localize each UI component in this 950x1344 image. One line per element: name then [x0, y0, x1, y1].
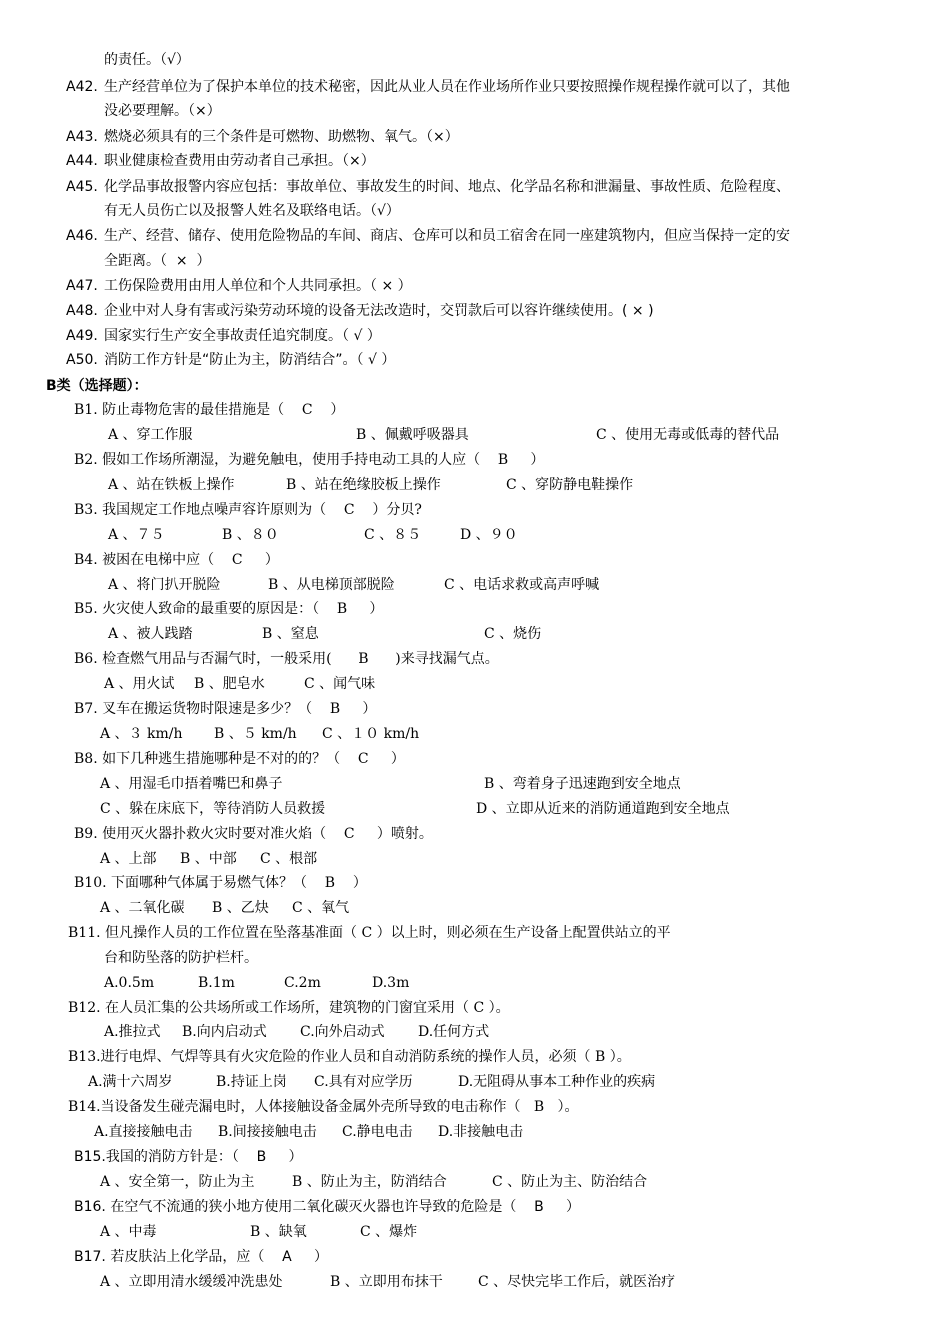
a50-number: A50. [66, 352, 98, 368]
a46-text: 生产、经营、储存、使用危险物品的车间、商店、仓库可以和员工宿舍在同一座建筑物内，但应当保持一定的安 [104, 228, 790, 244]
a46-text-cont: 全距离。（ × ） [104, 253, 211, 269]
a48-text: 企业中对人身有害或污染劳动环境的设备无法改造时，交罚款后可以容许继续使用。( × ) [104, 303, 654, 319]
b2-option-c: C 、穿防静电鞋操作 [506, 477, 634, 493]
a45-number: A45. [66, 179, 98, 195]
b17-question: B17. 若皮肤沾上化学品，应（ A ） [74, 1249, 328, 1265]
b14-question: B14.当设备发生碰壳漏电时，人体接触设备金属外壳所导致的电击称作（ B ）。 [68, 1099, 579, 1115]
b2-option-a: A 、站在铁板上操作 [108, 477, 235, 493]
a45-text: 化学品事故报警内容应包括：事故单位、事故发生的时间、地点、化学品名称和泄漏量、事故性质、危险程度、 [104, 179, 790, 195]
b13-question: B13.进行电焊、气焊等具有火灾危险的作业人员和自动消防系统的操作人员，必须（ B ）。 [68, 1049, 631, 1065]
b8-option-d: D 、立即从近来的消防通道跑到安全地点 [476, 801, 730, 817]
b11-option-b: B.1m [198, 975, 235, 991]
b12-option-a: A.推拉式 [104, 1024, 161, 1040]
a47-number: A47. [66, 278, 98, 294]
a49-text: 国家实行生产安全事故责任追究制度。（ √ ） [104, 328, 381, 344]
b7-option-c: C 、１０ km/h [322, 726, 420, 742]
b16-option-a: A 、中毒 [100, 1224, 157, 1240]
b8-option-c: C 、躲在床底下，等待消防人员救援 [100, 801, 326, 817]
b11-option-c: C.2m [284, 975, 321, 991]
b16-option-b: B 、缺氧 [250, 1224, 307, 1240]
b6-option-a: A 、用火试 [104, 676, 175, 692]
b5-question: B5. 火灾使人致命的最重要的原因是：（ B ） [74, 601, 384, 617]
b4-option-a: A 、将门扒开脱险 [108, 577, 221, 593]
b14-option-a: A.直接接触电击 [94, 1124, 193, 1140]
b10-option-b: B 、乙炔 [212, 900, 269, 916]
b15-question: B15.我国的消防方针是：（ B ） [74, 1149, 303, 1165]
b3-question: B3. 我国规定工作地点噪声容许原则为（ C ）分贝? [74, 502, 422, 518]
b14-option-b: B.间接接触电击 [218, 1124, 317, 1140]
b13-option-b: B.持证上岗 [216, 1074, 287, 1090]
b13-option-d: D.无阻碍从事本工种作业的疾病 [458, 1074, 656, 1090]
b8-option-a: A 、用湿毛巾捂着嘴巴和鼻子 [100, 776, 283, 792]
b12-option-c: C.向外启动式 [300, 1024, 385, 1040]
b4-question: B4. 被困在电梯中应（ C ） [74, 552, 279, 568]
b8-question: B8. 如下几种逃生措施哪种是不对的的？（ C ） [74, 751, 405, 767]
b9-option-a: A 、上部 [100, 851, 157, 867]
a41-continuation: 的责任。（√） [104, 52, 190, 68]
a48-number: A48. [66, 303, 98, 319]
b16-question: B16. 在空气不流通的狭小地方使用二氧化碳灭火器也许导致的危险是（ B ） [74, 1199, 580, 1215]
b15-option-a: A 、安全第一，防止为主 [100, 1174, 255, 1190]
b16-option-c: C 、爆炸 [360, 1224, 418, 1240]
b1-option-a: A 、穿工作服 [108, 427, 193, 443]
b3-option-d: D 、９０ [460, 527, 518, 543]
b7-question: B7. 叉车在搬运货物时限速是多少？（ B ） [74, 701, 377, 717]
b9-question: B9. 使用灭火器扑救火灾时要对准火焰（ C ）喷射。 [74, 826, 433, 842]
b3-option-c: C 、８５ [364, 527, 422, 543]
b14-option-d: D.非接触电击 [438, 1124, 524, 1140]
b4-option-b: B 、从电梯顶部脱险 [268, 577, 395, 593]
b2-option-b: B 、站在绝缘胶板上操作 [286, 477, 441, 493]
b2-question: B2. 假如工作场所潮湿，为避免触电，使用手持电动工具的人应（ B ） [74, 452, 545, 468]
b1-question: B1. 防止毒物危害的最佳措施是（ C ） [74, 402, 345, 418]
b3-option-a: A 、７５ [108, 527, 165, 543]
b5-option-b: B 、窒息 [262, 626, 319, 642]
a49-number: A49. [66, 328, 98, 344]
b7-option-a: A 、３ km/h [100, 726, 183, 742]
a43-text: 燃烧必须具有的三个条件是可燃物、助燃物、氧气。（×） [104, 129, 459, 145]
b4-option-c: C 、电话求救或高声呼喊 [444, 577, 600, 593]
a42-text-cont: 没必要理解。（×） [104, 103, 221, 119]
b15-option-c: C 、防止为主、防治结合 [492, 1174, 648, 1190]
a42-number: A42. [66, 79, 98, 95]
b17-option-c: C 、尽快完毕工作后，就医治疗 [478, 1274, 676, 1290]
a44-number: A44. [66, 153, 98, 169]
b8-option-b: B 、弯着身子迅速跑到安全地点 [484, 776, 681, 792]
b12-question: B12. 在人员汇集的公共场所或工作场所，建筑物的门窗宜采用（ C ）。 [68, 1000, 510, 1016]
b10-question: B10. 下面哪种气体属于易燃气体？（ B ） [74, 875, 367, 891]
b9-option-c: C 、根部 [260, 851, 318, 867]
b5-option-c: C 、烧伤 [484, 626, 542, 642]
section-b-title: B类（选择题）： [46, 378, 148, 394]
b17-option-a: A 、立即用清水缓缓冲洗患处 [100, 1274, 283, 1290]
a42-text: 生产经营单位为了保护本单位的技术秘密，因此从业人员在作业场所作业只要按照操作规程操作就可以了，其他 [104, 79, 790, 95]
a45-text-cont: 有无人员伤亡以及报警人姓名及联络电话。（√） [104, 203, 400, 219]
b15-option-b: B 、防止为主，防消结合 [292, 1174, 447, 1190]
b10-option-c: C 、氧气 [292, 900, 350, 916]
a50-text: 消防工作方针是“防止为主，防消结合”。（ √ ） [104, 352, 396, 368]
b6-question: B6. 检查燃气用品与否漏气时，一般采用( B )来寻找漏气点。 [74, 651, 499, 667]
b3-option-b: B 、８０ [222, 527, 279, 543]
b10-option-a: A 、二氧化碳 [100, 900, 185, 916]
b6-option-c: C 、闻气味 [304, 676, 376, 692]
b11-question: B11. 但凡操作人员的工作位置在坠落基准面（ C ）以上时，则必须在生产设备上配置供站立的平 [68, 925, 671, 941]
b5-option-a: A 、被人践踏 [108, 626, 193, 642]
b11-option-d: D.3m [372, 975, 410, 991]
b1-option-c: C 、使用无毒或低毒的替代品 [596, 427, 780, 443]
b13-option-c: C.具有对应学历 [314, 1074, 413, 1090]
b7-option-b: B 、５ km/h [214, 726, 297, 742]
b12-option-b: B.向内启动式 [182, 1024, 267, 1040]
b11-option-a: A.0.5m [104, 975, 155, 991]
b17-option-b: B 、立即用布抹干 [330, 1274, 443, 1290]
b1-option-b: B 、佩戴呼吸器具 [356, 427, 469, 443]
b11-question-cont: 台和防坠落的防护栏杆。 [104, 950, 258, 966]
a43-number: A43. [66, 129, 98, 145]
a44-text: 职业健康检查费用由劳动者自己承担。（×） [104, 153, 375, 169]
a47-text: 工伤保险费用由用人单位和个人共同承担。（ × ） [104, 278, 412, 294]
b14-option-c: C.静电电击 [342, 1124, 413, 1140]
b9-option-b: B 、中部 [180, 851, 237, 867]
b6-option-b: B 、肥皂水 [194, 676, 265, 692]
b13-option-a: A.满十六周岁 [88, 1074, 173, 1090]
a46-number: A46. [66, 228, 98, 244]
b12-option-d: D.任何方式 [418, 1024, 490, 1040]
